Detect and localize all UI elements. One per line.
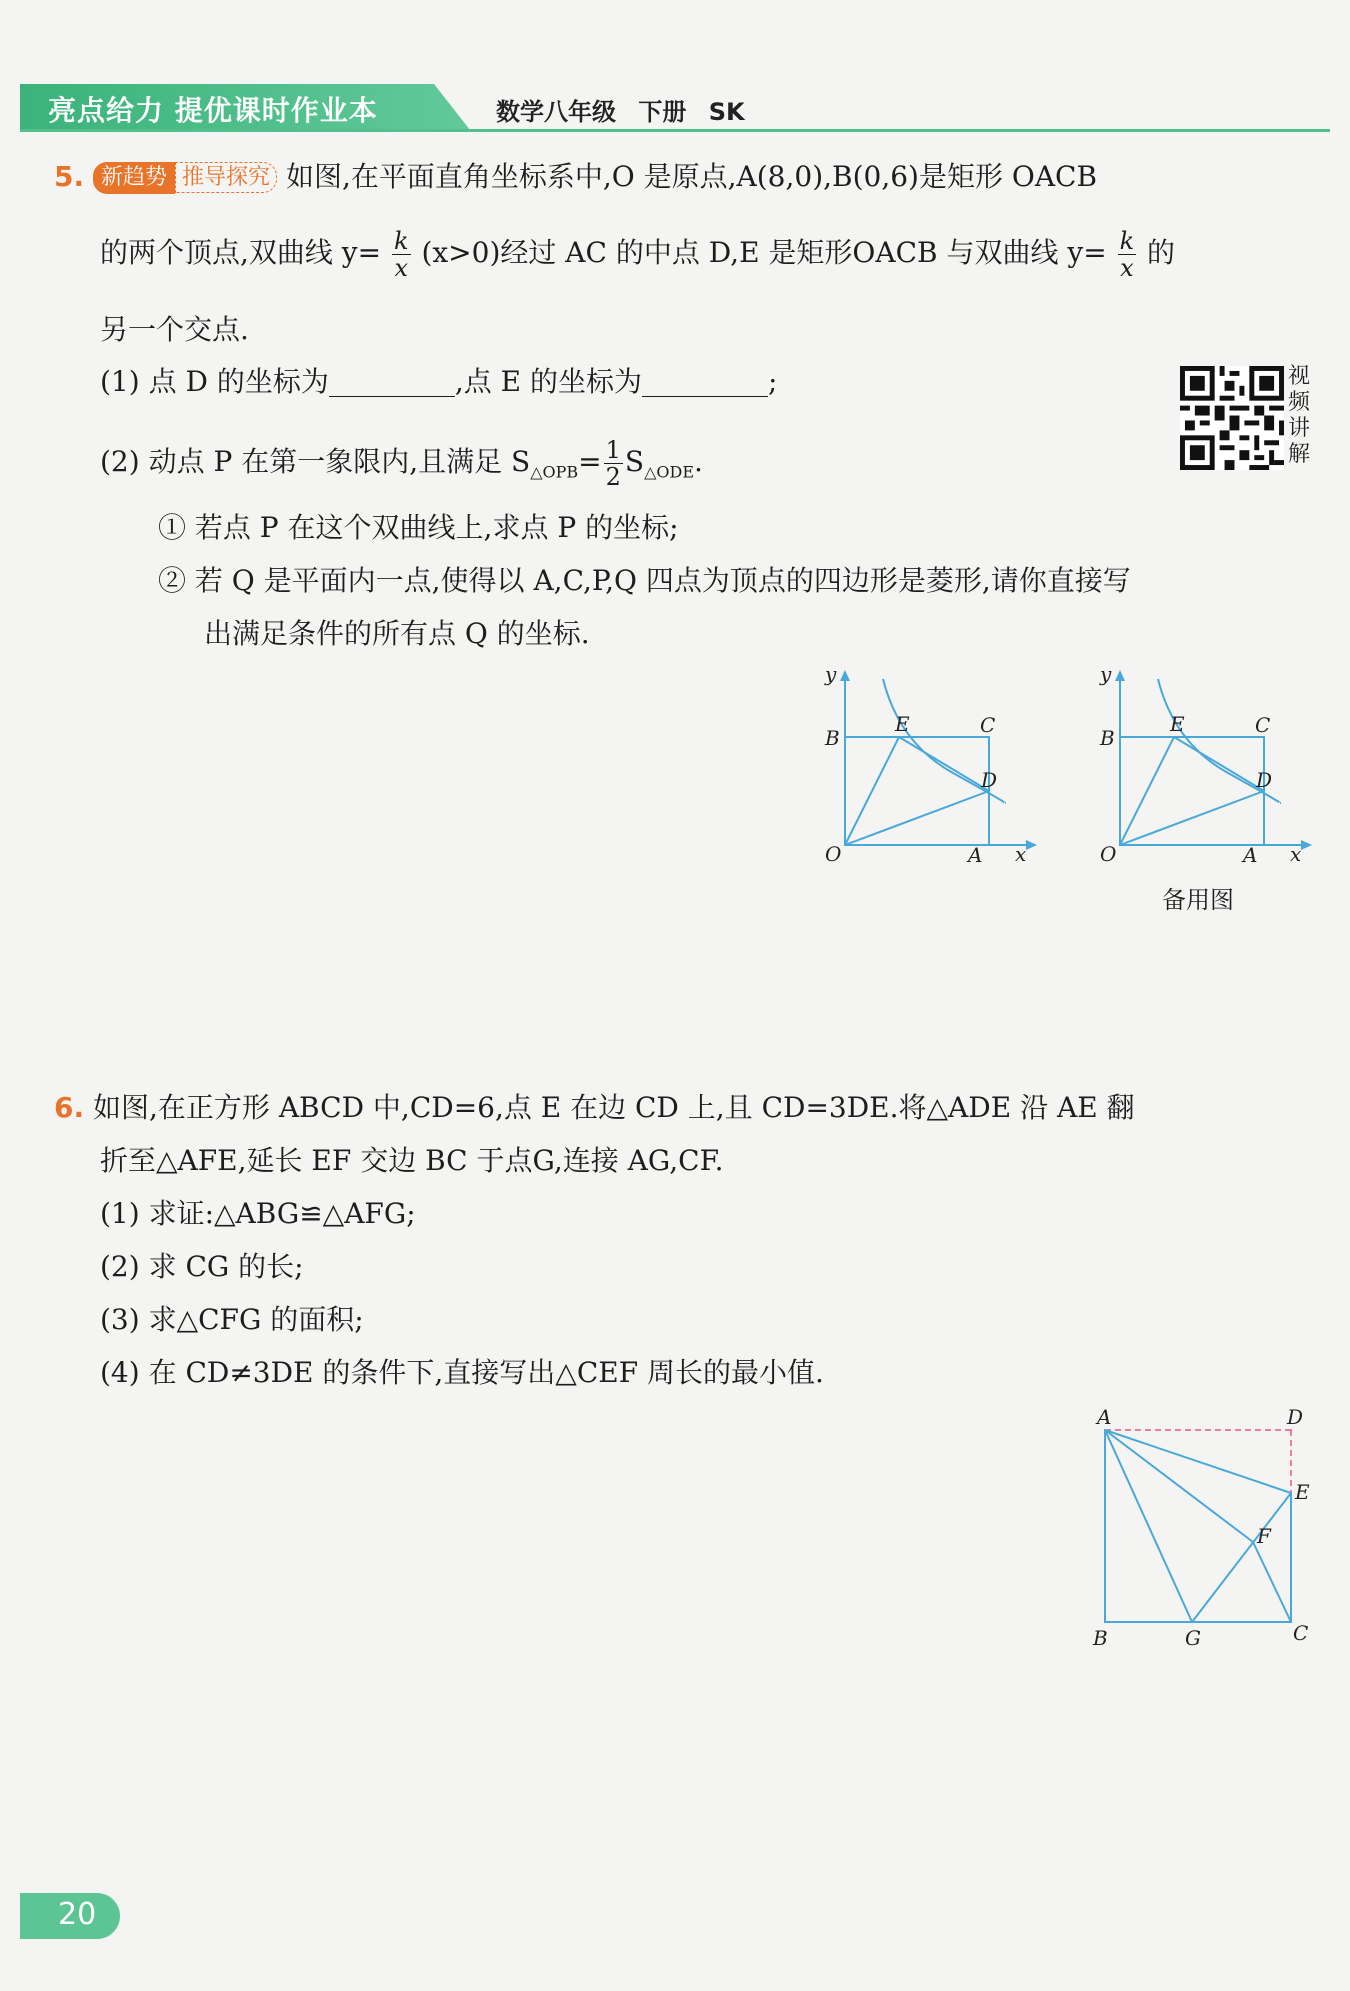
q5-p2-text-a: (2) 动点 P 在第一象限内,且满足 S	[100, 445, 531, 478]
page-number: 20	[58, 1897, 97, 1932]
label-a: A	[968, 843, 983, 867]
label-a6: A	[1097, 1405, 1112, 1429]
frac-den: x	[394, 254, 409, 282]
q6-part4: (4) 在 CD≠3DE 的条件下,直接写出△CEF 周长的最小值.	[100, 1356, 824, 1389]
q6-number: 6.	[54, 1091, 85, 1124]
segment-ed	[899, 737, 989, 791]
label-o-spare: O	[1100, 842, 1117, 866]
q6-part2: (2) 求 CG 的长;	[100, 1250, 304, 1283]
q5-sub2-line1: ② 若 Q 是平面内一点,使得以 A,C,P,Q 四点为顶点的四边形是菱形,请你直接写	[158, 564, 1131, 597]
label-e-spare: E	[1170, 712, 1185, 736]
segment-ae	[1105, 1430, 1291, 1493]
q5-text-1: 如图,在平面直角坐标系中,O 是原点,A(8,0),B(0,6)是矩形 OACB	[285, 160, 1098, 193]
q5-number: 5.	[54, 160, 85, 193]
frac-num: k	[394, 227, 409, 255]
segment-ed-spare	[1174, 737, 1264, 791]
q5-line3: 另一个交点.	[100, 313, 249, 346]
fraction-k-over-x	[392, 228, 411, 281]
label-e: E	[895, 712, 910, 736]
q5-text-2c: 的	[1147, 236, 1176, 269]
label-d: D	[981, 768, 998, 792]
label-c-spare: C	[1255, 713, 1271, 737]
segment-ag	[1105, 1430, 1192, 1622]
label-y: y	[825, 665, 837, 686]
label-a-spare: A	[1243, 843, 1258, 867]
header-rule	[20, 129, 1330, 132]
segment-od	[845, 791, 989, 845]
q5-p1-text-c: ;	[767, 365, 778, 398]
answer-blank-e[interactable]	[642, 366, 768, 397]
q5-p2-sub2: △ODE	[644, 462, 695, 482]
header-info	[496, 92, 745, 127]
label-x: x	[1015, 842, 1027, 866]
q5-line2	[100, 228, 1175, 281]
series-title: 亮点给力 提优课时作业本	[48, 94, 378, 127]
q5-text-2b: (x>0)经过 AC 的中点 D,E 是矩形OACB 与双曲线 y=	[421, 236, 1107, 269]
subject: 数学八年级	[496, 98, 616, 126]
q6-text-1: 如图,在正方形 ABCD 中,CD=6,点 E 在边 CD 上,且 CD=3DE.将△ADE 沿 AE 翻	[93, 1091, 1135, 1124]
segment-eg	[1192, 1493, 1291, 1622]
segment-od-spare	[1120, 791, 1264, 845]
frac-den-2: x	[1120, 254, 1134, 282]
label-f6: F	[1257, 1524, 1271, 1548]
spare-figure-caption: 备用图	[1162, 886, 1234, 914]
volume: 下册	[638, 98, 687, 126]
label-e6: E	[1295, 1480, 1310, 1504]
q5-p1-text-b: ,点 E 的坐标为	[454, 365, 642, 398]
rectangle-oacb-spare	[1120, 737, 1264, 845]
q5-p2-eq: =	[578, 445, 602, 478]
q6-part3: (3) 求△CFG 的面积;	[100, 1303, 364, 1336]
q5-figure	[815, 665, 1045, 880]
segment-af	[1105, 1430, 1253, 1542]
label-y-spare: y	[1100, 665, 1112, 686]
q5-line1	[54, 159, 1097, 195]
rectangle-oacb	[845, 737, 989, 845]
label-b: B	[825, 726, 840, 750]
edition: SK	[708, 98, 745, 126]
fraction-one-half	[604, 437, 623, 490]
q5-p1-text-a: (1) 点 D 的坐标为	[100, 365, 329, 398]
label-c6: C	[1293, 1621, 1309, 1645]
q5-p2-text-b: S	[624, 445, 645, 478]
video-explain-label: 视频讲解	[1288, 364, 1311, 467]
frac-two: 2	[605, 463, 621, 491]
q5-part1	[100, 364, 777, 400]
label-b-spare: B	[1100, 726, 1115, 750]
q5-part2	[100, 437, 703, 491]
label-d-spare: D	[1256, 768, 1273, 792]
label-d6: D	[1287, 1405, 1304, 1429]
q5-p2-end: .	[694, 445, 703, 478]
frac-one: 1	[605, 436, 621, 464]
q5-text-2a: 的两个顶点,双曲线 y=	[100, 236, 382, 269]
qr-code-icon[interactable]	[1180, 366, 1284, 470]
q5-spare-figure	[1090, 665, 1320, 880]
label-x-spare: x	[1290, 842, 1302, 866]
q6-figure	[1085, 1405, 1325, 1650]
label-b6: B	[1093, 1626, 1108, 1650]
label-o: O	[825, 842, 842, 866]
label-c: C	[980, 713, 996, 737]
q5-sub2-line2: 出满足条件的所有点 Q 的坐标.	[204, 617, 590, 650]
label-g6: G	[1185, 1626, 1201, 1650]
frac-num-2: k	[1119, 227, 1135, 255]
tag-new-trend: 新趋势	[93, 162, 175, 194]
q6-line2: 折至△AFE,延长 EF 交边 BC 于点G,连接 AG,CF.	[100, 1144, 724, 1177]
fraction-k-over-x-2	[1118, 228, 1137, 281]
segment-cf	[1253, 1542, 1291, 1622]
answer-blank-d[interactable]	[329, 366, 455, 397]
q5-p2-sub1: △OPB	[530, 462, 579, 482]
tag-derive-explore: 推导探究	[175, 162, 277, 193]
q5-sub1: ① 若点 P 在这个双曲线上,求点 P 的坐标;	[158, 511, 679, 544]
q6-line1	[54, 1090, 1135, 1126]
q6-part1: (1) 求证:△ABG≌△AFG;	[100, 1197, 416, 1230]
